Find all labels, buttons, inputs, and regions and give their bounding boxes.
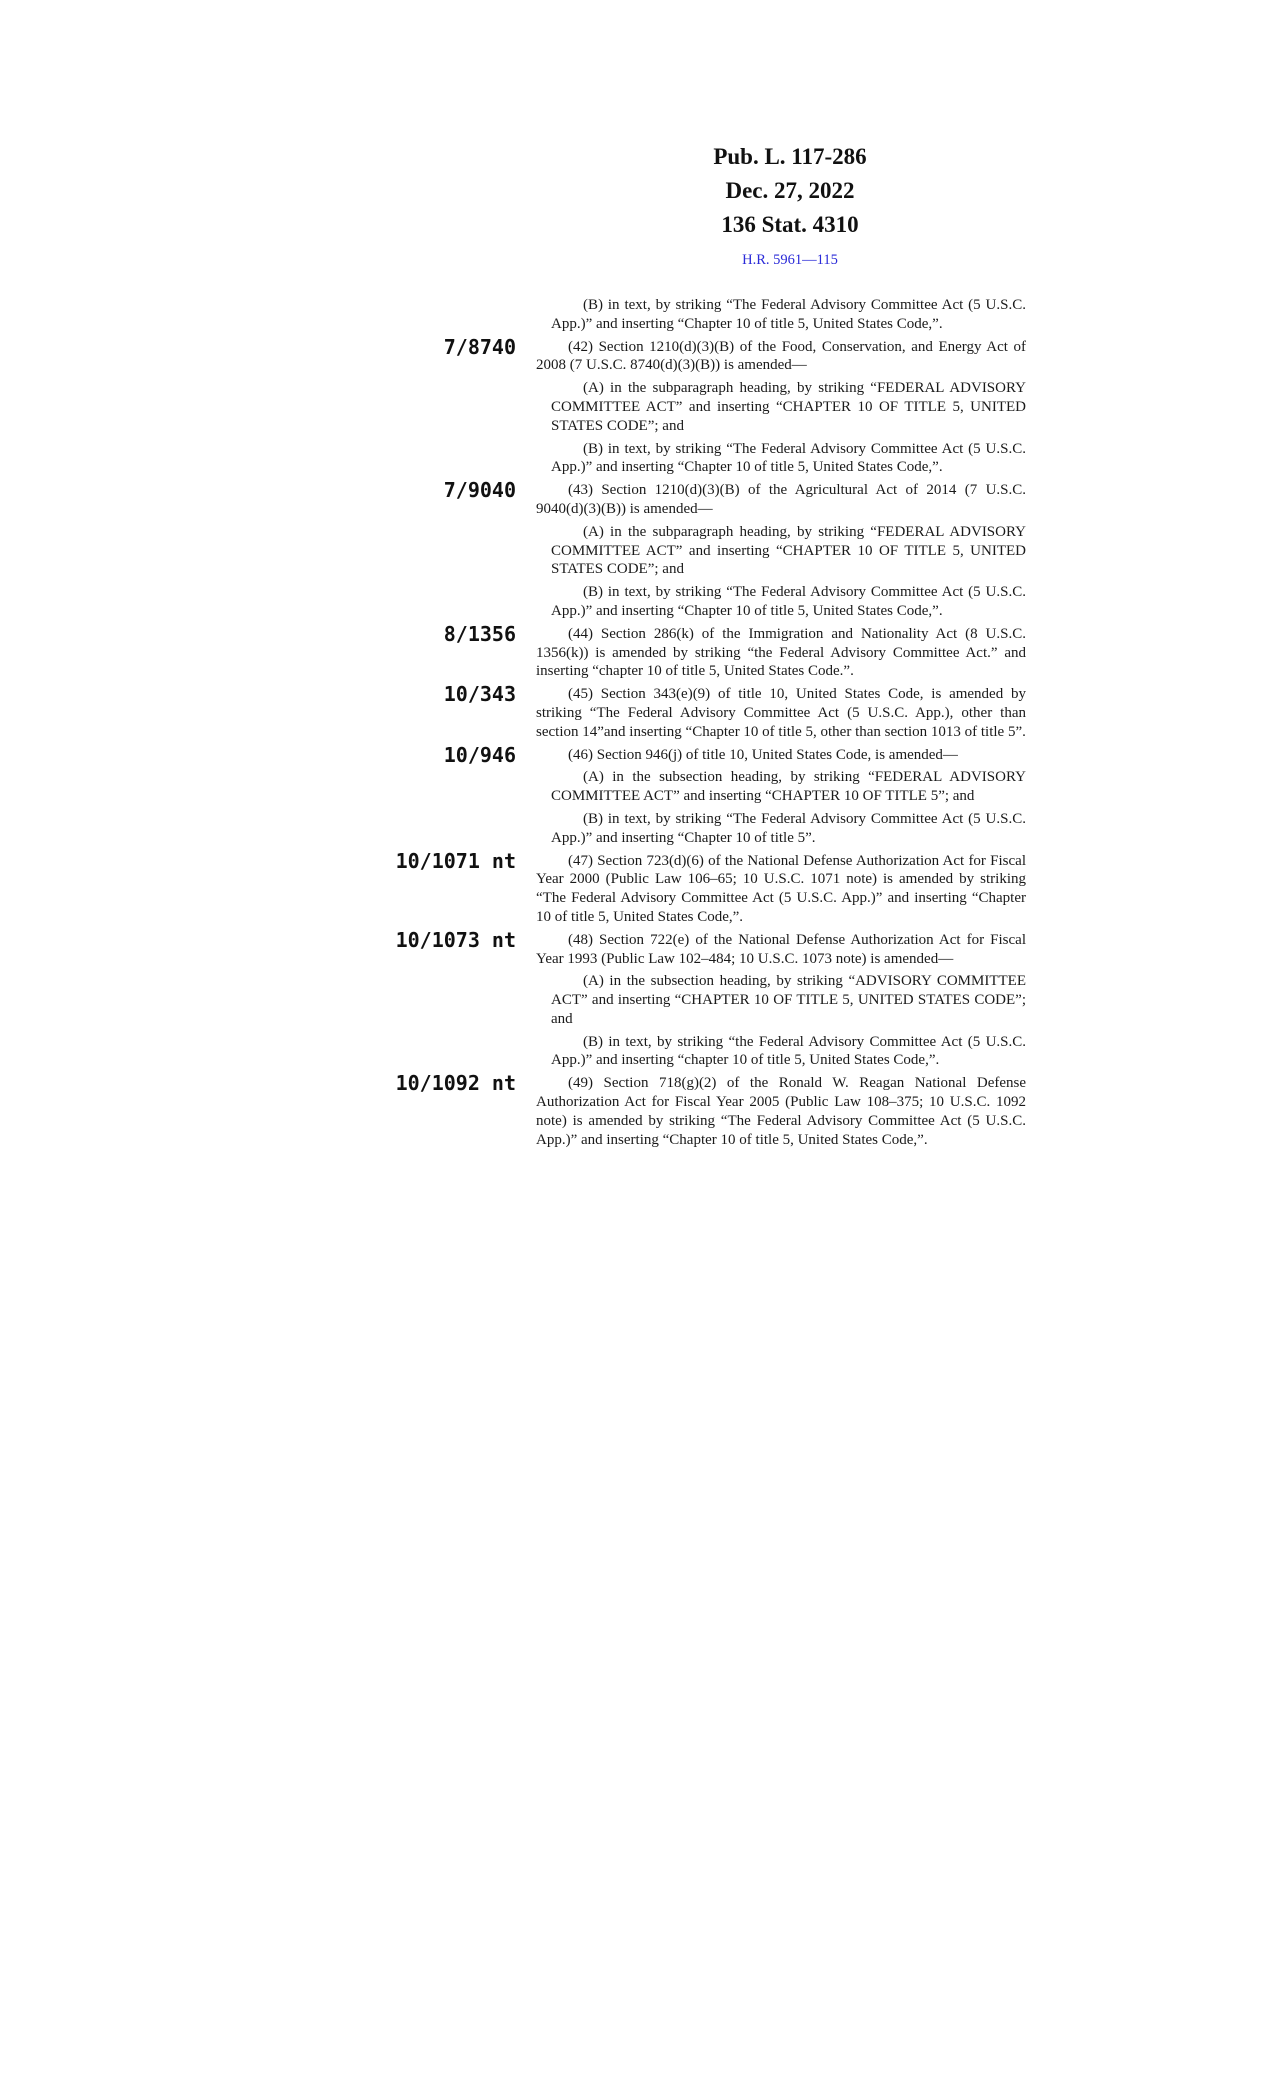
section-paragraph [443,478,1026,519]
section-paragraph [395,927,1026,969]
public-law-number: Pub. L. 117-286 [713,144,867,169]
statute-page: 136 Stat. 4310 [721,212,859,237]
paragraph-text: (43) Section 1210(d)(3)(B) of the Agricultural Act of 2014 (7 U.S.C. 9040(d)(3)(B)) is amended— [536,482,1026,517]
paragraph-text: (B) in text, by striking “the Federal Advisory Committee Act (5 U.S.C. App.)” and inserting “chapter 10 of title 5, United States Code,”. [551,1033,1026,1069]
section-paragraph [443,742,1026,767]
usc-margin-citation: 7/8740 [443,334,516,359]
subparagraph [551,768,1026,806]
usc-margin-citation: 10/343 [443,682,516,707]
paragraph-text: (42) Section 1210(d)(3)(B) of the Food, Conservation, and Energy Act of 2008 (7 U.S.C. 8740(d)(3)(B)) is amended— [536,338,1026,374]
section-paragraph [443,621,1026,681]
section-paragraph [443,334,1026,376]
usc-margin-citation: 10/1073 nt [395,927,516,952]
subparagraph [551,1033,1026,1071]
paragraph-text: (A) in the subsection heading, by striking “ADVISORY COMMITTEE ACT” and inserting “CHAPTER 10 OF TITLE 5, UNITED STATES CODE”; and [551,973,1026,1027]
paragraph-text: (48) Section 722(e) of the National Defense Authorization Act for Fiscal Year 1993 (Public Law 102–484; 10 U.S.C. 1073 note) is amended— [536,931,1026,967]
subparagraph [551,810,1026,848]
paragraph-text: (A) in the subparagraph heading, by striking “FEDERAL ADVISORY COMMITTEE ACT” and inserting “CHAPTER 10 OF TITLE 5, UNITED STATES CODE”; and [551,523,1026,578]
subparagraph [551,583,1026,621]
paragraph-text: (B) in text, by striking “The Federal Advisory Committee Act (5 U.S.C. App.)” and inserting “Chapter 10 of title 5, United States Code,”. [551,584,1026,619]
paragraph-text: (A) in the subsection heading, by striking “FEDERAL ADVISORY COMMITTEE ACT” and inserting “CHAPTER 10 OF TITLE 5”; and [551,769,1026,805]
subparagraph [551,440,1026,478]
paragraph-text: (B) in text, by striking “The Federal Advisory Committee Act (5 U.S.C. App.)” and inserting “Chapter 10 of title 5, United States Code,”. [551,440,1026,476]
section-paragraph [395,1071,1026,1149]
subparagraph [551,523,1026,579]
paragraph-text: (49) Section 718(g)(2) of the Ronald W. Reagan National Defense Authorization Act for Fiscal Year 2005 (Public Law 108–375; 10 U.S.C. 1092 note) is amended by striking “The Federal Advisory Committee Act (5 U.S.C. App.)” and inserting “Chapter 10 of title 5, United States Code,”. [536,1075,1026,1148]
paragraph-text: (44) Section 286(k) of the Immigration and Nationality Act (8 U.S.C. 1356(k)) is amended by striking “the Federal Advisory Committee Act.” and inserting “chapter 10 of title 5, United States Code.”. [536,625,1026,680]
subparagraph [551,296,1026,334]
enactment-date: Dec. 27, 2022 [725,178,855,203]
bill-reference: H.R. 5961—115 [742,252,838,268]
paragraph-text: (45) Section 343(e)(9) of title 10, United States Code, is amended by striking “The Federal Advisory Committee Act (5 U.S.C. App.), other than section 14”and inserting “Chapter 10 of title 5, other than section 1013 of title 5”. [536,686,1026,740]
paragraph-text: (47) Section 723(d)(6) of the National Defense Authorization Act for Fiscal Year 2000 (Public Law 106–65; 10 U.S.C. 1071 note) is amended by striking “The Federal Advisory Committee Act (5 U.S.C. App.)” and inserting “Chapter 10 of title 5, United States Code,”. [536,852,1026,925]
paragraph-text: (A) in the subparagraph heading, by striking “FEDERAL ADVISORY COMMITTEE ACT” and inserting “CHAPTER 10 OF TITLE 5, UNITED STATES CODE”; and [551,380,1026,434]
paragraph-text: (46) Section 946(j) of title 10, United States Code, is amended— [568,746,958,763]
usc-margin-citation: 7/9040 [443,478,516,503]
section-paragraph [395,848,1026,927]
section-paragraph [443,682,1026,741]
usc-margin-citation: 8/1356 [443,621,516,646]
subparagraph [551,379,1026,435]
page-header [640,140,940,269]
usc-margin-citation: 10/946 [443,742,516,767]
paragraph-text: (B) in text, by striking “The Federal Advisory Committee Act (5 U.S.C. App.)” and inserting “Chapter 10 of title 5, United States Code,”. [551,297,1026,332]
paragraph-text: (B) in text, by striking “The Federal Advisory Committee Act (5 U.S.C. App.)” and inserting “Chapter 10 of title 5”. [551,810,1026,846]
usc-margin-citation: 10/1071 nt [395,848,516,873]
usc-margin-citation: 10/1092 nt [395,1071,516,1096]
subparagraph [551,972,1026,1028]
document-body [395,296,1026,1153]
